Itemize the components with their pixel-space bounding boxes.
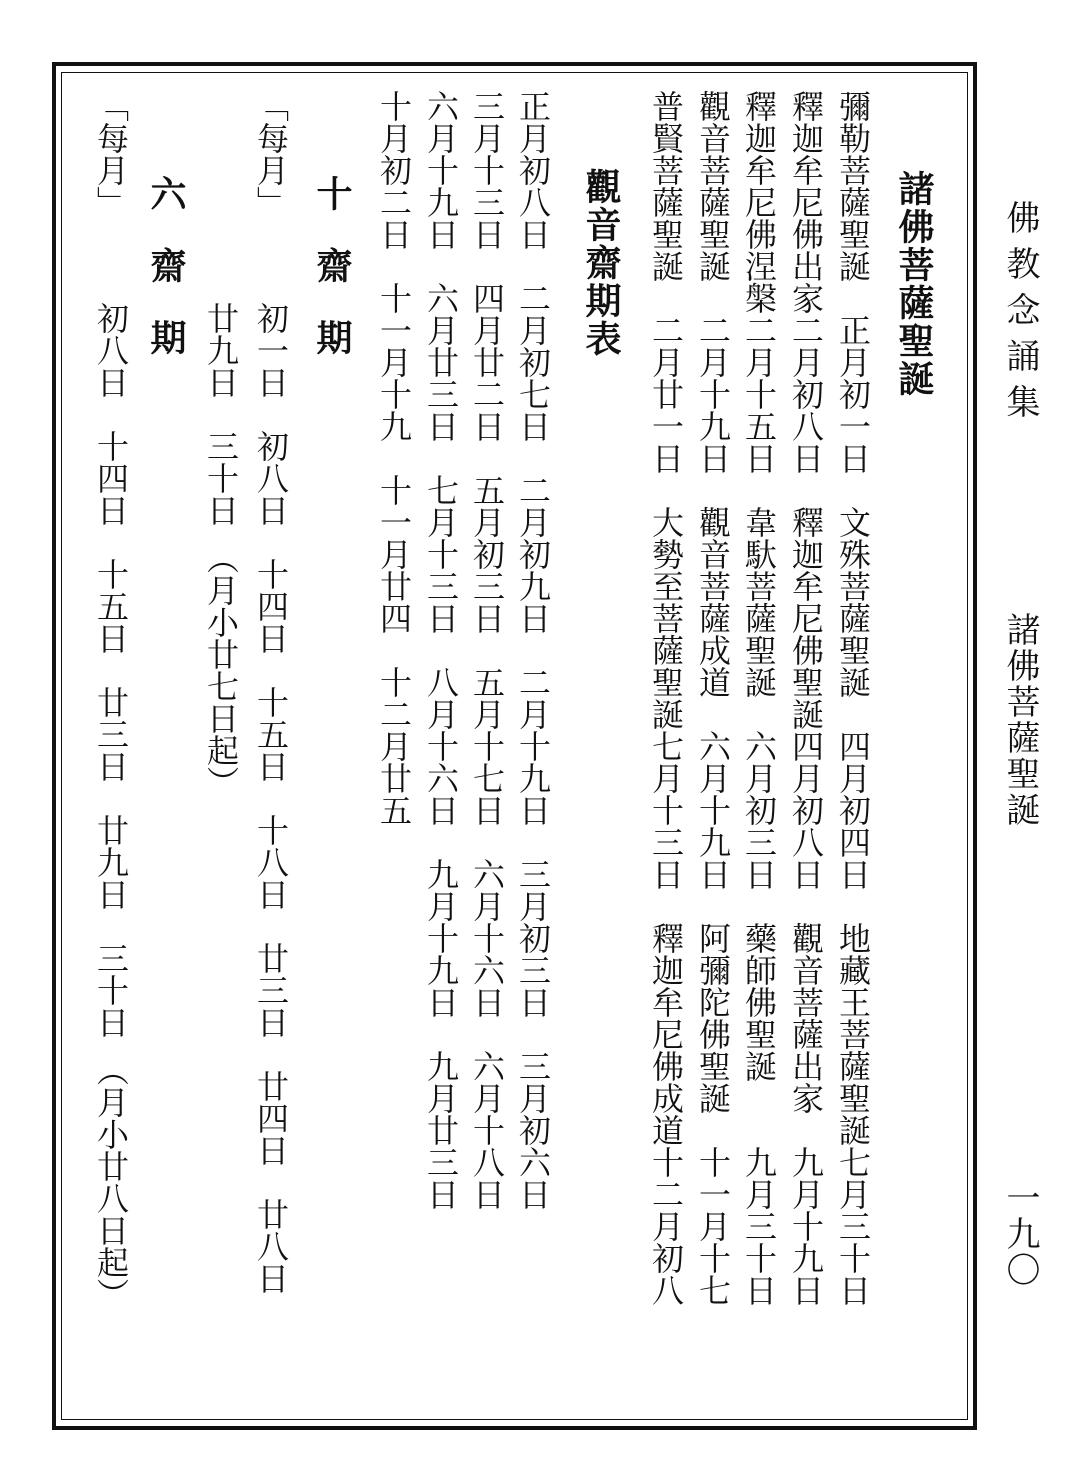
- section-title-six-fast-days: 六 齋 期: [145, 175, 187, 355]
- ten-fast-row: 廿九日 三十日 （月小廿七日起）: [202, 302, 240, 798]
- holy-days-row: 普賢菩薩聖誕 二月廿一日 大勢至菩薩聖誕七月十三日 釋迦牟尼佛成道十二月初八: [647, 90, 685, 1306]
- holy-days-row: 觀音菩薩聖誕 二月十九日 觀音菩薩成道 六月十九日 阿彌陀佛聖誕 十一月十七: [694, 90, 732, 1306]
- six-fast-label: 「每月」: [92, 90, 130, 218]
- ten-fast-label: 「每月」: [252, 90, 290, 218]
- holy-days-row: 彌勒菩薩聖誕 正月初一日 文殊菩薩聖誕 四月初四日 地藏王菩薩聖誕七月三十日: [834, 90, 872, 1306]
- page-number: 一九〇: [1000, 1180, 1040, 1288]
- ten-fast-row: 初一日 初八日 十四日 十五日 十八日 廿三日 廿四日 廿八日: [252, 302, 290, 1294]
- guanyin-fast-row: 六月十九日 六月廿三日 七月十三日 八月十六日 九月十九日 九月廿三日: [422, 90, 460, 1210]
- section-title-holy-days: 諸佛菩薩聖誕: [893, 170, 935, 398]
- book-title: 佛教念誦集: [1000, 200, 1040, 430]
- holy-days-row: 釋迦牟尼佛出家二月初八日 釋迦牟尼佛聖誕四月初八日 觀音菩薩出家 九月十九日: [787, 90, 825, 1306]
- guanyin-fast-row: 十月初二日 十一月十九 十一月廿四 十二月廿五: [375, 90, 413, 826]
- section-title-ten-fast-days: 十 齋 期: [311, 175, 353, 355]
- guanyin-fast-row: 正月初八日 二月初七日 二月初九日 二月十九日 三月初三日 三月初六日: [514, 90, 552, 1210]
- six-fast-row: 初八日 十四日 十五日 廿三日 廿九日 三十日 （月小廿八日起）: [92, 302, 130, 1310]
- running-section-title: 諸佛菩薩聖誕: [1000, 612, 1040, 828]
- holy-days-row: 釋迦牟尼佛涅槃二月十五日 韋馱菩薩聖誕 六月初三日 藥師佛聖誕 九月三十日: [740, 90, 778, 1306]
- section-title-guanyin-fast: 觀音齋期表: [580, 168, 622, 358]
- guanyin-fast-row: 三月十三日 四月廿二日 五月初三日 五月十七日 六月十六日 六月十八日: [468, 90, 506, 1210]
